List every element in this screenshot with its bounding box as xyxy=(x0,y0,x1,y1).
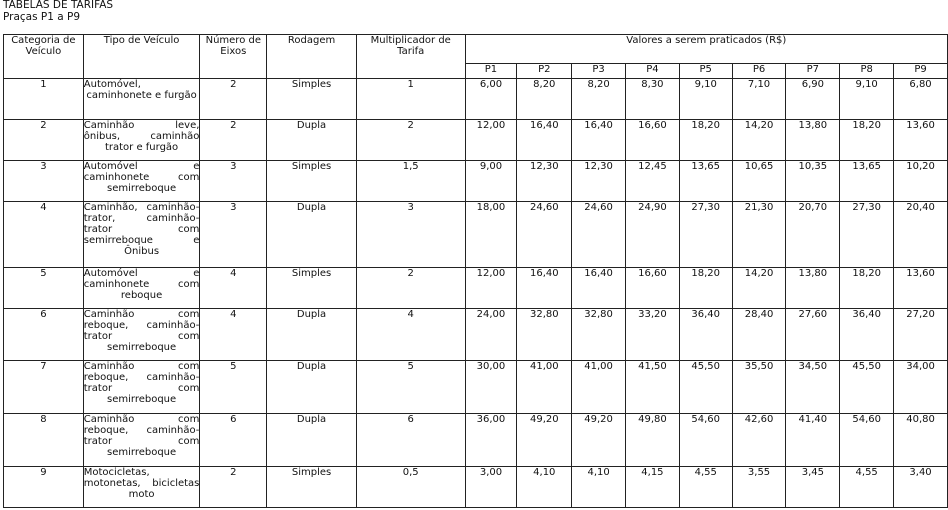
cell-rodagem: Dupla xyxy=(267,120,357,161)
cell-valor-p3: 16,40 xyxy=(572,268,626,309)
cell-rodagem: Dupla xyxy=(267,309,357,361)
header-praca-p6: P6 xyxy=(732,64,786,79)
cell-valor-p5: 45,50 xyxy=(679,361,732,414)
cell-tipo: Caminhão leve, ônibus, caminhão trator e furgão xyxy=(83,120,200,161)
cell-valor-p9: 6,80 xyxy=(894,79,948,120)
cell-valor-p3: 12,30 xyxy=(572,161,626,202)
cell-rodagem: Simples xyxy=(267,467,357,508)
cell-rodagem: Simples xyxy=(267,268,357,309)
table-row xyxy=(4,161,948,202)
header-praca-p8: P8 xyxy=(840,64,894,79)
cell-valor-p1: 18,00 xyxy=(465,202,517,268)
cell-valor-p7: 13,80 xyxy=(786,120,840,161)
cell-tipo: Motocicletas, motonetas, bicicletas moto xyxy=(83,467,200,508)
cell-valor-p2: 49,20 xyxy=(517,414,572,467)
cell-valor-p4: 4,15 xyxy=(626,467,680,508)
table-row xyxy=(4,361,948,414)
cell-valor-p8: 27,30 xyxy=(840,202,894,268)
header-praca-p7: P7 xyxy=(786,64,840,79)
cell-valor-p5: 27,30 xyxy=(679,202,732,268)
cell-multiplicador: 2 xyxy=(356,120,465,161)
cell-valor-p1: 9,00 xyxy=(465,161,517,202)
cell-valor-p9: 13,60 xyxy=(894,120,948,161)
cell-valor-p7: 34,50 xyxy=(786,361,840,414)
cell-valor-p7: 13,80 xyxy=(786,268,840,309)
cell-valor-p4: 41,50 xyxy=(626,361,680,414)
cell-valor-p5: 18,20 xyxy=(679,268,732,309)
cell-valor-p5: 36,40 xyxy=(679,309,732,361)
cell-valor-p7: 41,40 xyxy=(786,414,840,467)
cell-valor-p9: 13,60 xyxy=(894,268,948,309)
cell-eixos: 3 xyxy=(200,202,267,268)
table-row xyxy=(4,79,948,120)
cell-valor-p6: 35,50 xyxy=(732,361,786,414)
cell-valor-p4: 24,90 xyxy=(626,202,680,268)
header-valores: Valores a serem praticados (R$) xyxy=(465,35,947,64)
cell-valor-p5: 4,55 xyxy=(679,467,732,508)
cell-valor-p3: 32,80 xyxy=(572,309,626,361)
cell-valor-p2: 24,60 xyxy=(517,202,572,268)
cell-rodagem: Simples xyxy=(267,79,357,120)
cell-tipo: Caminhão, caminhão-trator, caminhão-trator com semirreboque e Ônibus xyxy=(83,202,200,268)
cell-categoria: 4 xyxy=(4,202,84,268)
cell-multiplicador: 6 xyxy=(356,414,465,467)
cell-tipo: Automóvel, caminhonete e furgão xyxy=(83,79,200,120)
cell-multiplicador: 1 xyxy=(356,79,465,120)
cell-valor-p5: 9,10 xyxy=(679,79,732,120)
cell-valor-p1: 30,00 xyxy=(465,361,517,414)
cell-valor-p6: 14,20 xyxy=(732,268,786,309)
cell-valor-p8: 54,60 xyxy=(840,414,894,467)
cell-valor-p6: 3,55 xyxy=(732,467,786,508)
table-row xyxy=(4,467,948,508)
table-row xyxy=(4,414,948,467)
cell-multiplicador: 3 xyxy=(356,202,465,268)
cell-valor-p9: 10,20 xyxy=(894,161,948,202)
cell-multiplicador: 1,5 xyxy=(356,161,465,202)
cell-eixos: 2 xyxy=(200,467,267,508)
cell-valor-p8: 4,55 xyxy=(840,467,894,508)
cell-rodagem: Dupla xyxy=(267,361,357,414)
header-eixos: Número de Eixos xyxy=(200,35,267,79)
header-praca-p3: P3 xyxy=(572,64,626,79)
cell-valor-p1: 6,00 xyxy=(465,79,517,120)
cell-valor-p4: 16,60 xyxy=(626,120,680,161)
cell-valor-p2: 41,00 xyxy=(517,361,572,414)
header-praca-p4: P4 xyxy=(626,64,680,79)
cell-valor-p7: 27,60 xyxy=(786,309,840,361)
header-praca-p2: P2 xyxy=(517,64,572,79)
cell-eixos: 4 xyxy=(200,268,267,309)
cell-valor-p4: 8,30 xyxy=(626,79,680,120)
cell-categoria: 6 xyxy=(4,309,84,361)
cell-categoria: 1 xyxy=(4,79,84,120)
cell-valor-p9: 27,20 xyxy=(894,309,948,361)
cell-valor-p1: 12,00 xyxy=(465,120,517,161)
cell-valor-p4: 12,45 xyxy=(626,161,680,202)
cell-valor-p6: 42,60 xyxy=(732,414,786,467)
header-tipo: Tipo de Veículo xyxy=(83,35,200,79)
cell-rodagem: Simples xyxy=(267,161,357,202)
cell-tipo: Automóvel e caminhonete com reboque xyxy=(83,268,200,309)
cell-valor-p8: 13,65 xyxy=(840,161,894,202)
header-praca-p1: P1 xyxy=(465,64,517,79)
cell-tipo: Caminhão com reboque, caminhão-trator com semirreboque xyxy=(83,361,200,414)
header-multiplicador: Multiplicador de Tarifa xyxy=(356,35,465,79)
tariff-table xyxy=(3,34,948,508)
cell-rodagem: Dupla xyxy=(267,414,357,467)
cell-valor-p2: 32,80 xyxy=(517,309,572,361)
cell-valor-p5: 13,65 xyxy=(679,161,732,202)
cell-valor-p3: 8,20 xyxy=(572,79,626,120)
cell-tipo: Caminhão com reboque, caminhão-trator com semirreboque xyxy=(83,309,200,361)
cell-categoria: 7 xyxy=(4,361,84,414)
cell-multiplicador: 4 xyxy=(356,309,465,361)
cell-valor-p3: 16,40 xyxy=(572,120,626,161)
cell-tipo: Caminhão com reboque, caminhão-trator com semirreboque xyxy=(83,414,200,467)
cell-valor-p6: 21,30 xyxy=(732,202,786,268)
cell-categoria: 9 xyxy=(4,467,84,508)
header-praca-p9: P9 xyxy=(894,64,948,79)
cell-valor-p1: 24,00 xyxy=(465,309,517,361)
cell-valor-p8: 9,10 xyxy=(840,79,894,120)
cell-eixos: 2 xyxy=(200,120,267,161)
cell-tipo: Automóvel e caminhonete com semirreboque xyxy=(83,161,200,202)
header-categoria: Categoria de Veículo xyxy=(4,35,84,79)
cell-valor-p3: 4,10 xyxy=(572,467,626,508)
cell-eixos: 5 xyxy=(200,361,267,414)
cell-valor-p9: 40,80 xyxy=(894,414,948,467)
cell-valor-p6: 10,65 xyxy=(732,161,786,202)
cell-categoria: 2 xyxy=(4,120,84,161)
cell-eixos: 4 xyxy=(200,309,267,361)
cell-valor-p7: 10,35 xyxy=(786,161,840,202)
cell-valor-p7: 20,70 xyxy=(786,202,840,268)
cell-multiplicador: 2 xyxy=(356,268,465,309)
cell-valor-p9: 20,40 xyxy=(894,202,948,268)
cell-categoria: 5 xyxy=(4,268,84,309)
cell-valor-p5: 54,60 xyxy=(679,414,732,467)
cell-valor-p2: 16,40 xyxy=(517,268,572,309)
header-rodagem: Rodagem xyxy=(267,35,357,79)
cell-valor-p2: 16,40 xyxy=(517,120,572,161)
cell-valor-p3: 24,60 xyxy=(572,202,626,268)
cell-valor-p8: 36,40 xyxy=(840,309,894,361)
cell-valor-p8: 18,20 xyxy=(840,268,894,309)
cell-valor-p9: 3,40 xyxy=(894,467,948,508)
cell-valor-p2: 4,10 xyxy=(517,467,572,508)
cell-valor-p9: 34,00 xyxy=(894,361,948,414)
cell-valor-p8: 45,50 xyxy=(840,361,894,414)
cell-valor-p7: 3,45 xyxy=(786,467,840,508)
table-row xyxy=(4,309,948,361)
cell-valor-p6: 28,40 xyxy=(732,309,786,361)
cell-eixos: 6 xyxy=(200,414,267,467)
document-title: TABELAS DE TARIFAS xyxy=(3,0,114,11)
cell-valor-p1: 36,00 xyxy=(465,414,517,467)
cell-valor-p5: 18,20 xyxy=(679,120,732,161)
table-row xyxy=(4,268,948,309)
cell-eixos: 2 xyxy=(200,79,267,120)
cell-valor-p2: 8,20 xyxy=(517,79,572,120)
table-row xyxy=(4,202,948,268)
table-row xyxy=(4,120,948,161)
header-praca-p5: P5 xyxy=(679,64,732,79)
cell-valor-p7: 6,90 xyxy=(786,79,840,120)
cell-multiplicador: 0,5 xyxy=(356,467,465,508)
document-subtitle: Praças P1 a P9 xyxy=(3,11,81,23)
cell-rodagem: Dupla xyxy=(267,202,357,268)
cell-valor-p3: 41,00 xyxy=(572,361,626,414)
cell-valor-p1: 3,00 xyxy=(465,467,517,508)
cell-valor-p4: 49,80 xyxy=(626,414,680,467)
cell-valor-p6: 7,10 xyxy=(732,79,786,120)
cell-categoria: 8 xyxy=(4,414,84,467)
cell-valor-p2: 12,30 xyxy=(517,161,572,202)
cell-valor-p6: 14,20 xyxy=(732,120,786,161)
cell-valor-p8: 18,20 xyxy=(840,120,894,161)
cell-valor-p1: 12,00 xyxy=(465,268,517,309)
cell-valor-p4: 33,20 xyxy=(626,309,680,361)
cell-multiplicador: 5 xyxy=(356,361,465,414)
cell-valor-p3: 49,20 xyxy=(572,414,626,467)
cell-categoria: 3 xyxy=(4,161,84,202)
cell-valor-p4: 16,60 xyxy=(626,268,680,309)
cell-eixos: 3 xyxy=(200,161,267,202)
